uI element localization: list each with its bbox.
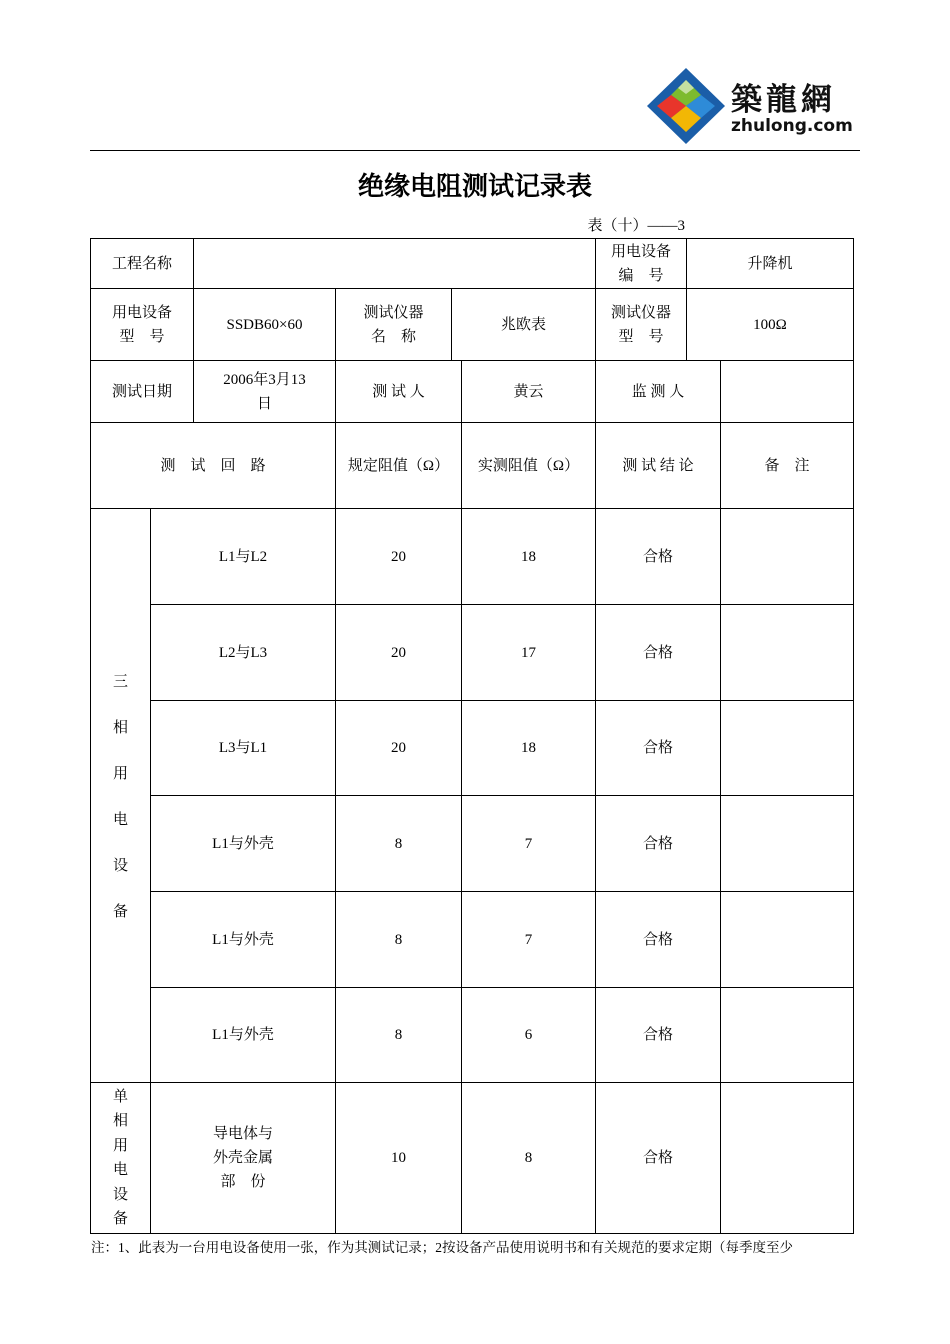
column-header-circuit: 测 试 回 路 [160,457,266,474]
three-phase-label-char: 备 [112,904,128,920]
device-no-label: 用电设备 编 号 [610,243,671,284]
conclusion-cell: 合格 [642,548,673,565]
column-header-measured: 实测阻值（Ω） [477,457,580,474]
column-header-conclusion: 测 试 结 论 [622,457,694,474]
required-cell: 20 [391,548,406,565]
conclusion-cell: 合格 [642,740,673,756]
page-title: 绝缘电阻测试记录表 [357,172,592,202]
conclusion-cell: 合格 [642,644,673,661]
required-cell: 8 [394,931,403,948]
three-phase-group-label [91,509,150,1082]
circuit-cell: L1与外壳 [212,931,274,948]
remark-cell [721,892,853,987]
tester-value: 黄云 [513,383,544,400]
single-phase-label-char: 备 [112,1211,128,1227]
column-header-remark: 备 注 [764,457,810,474]
test-date-value: 2006年3月13 日 [223,371,306,412]
device-no-value: 升降机 [747,255,793,272]
conclusion-cell: 合格 [642,1027,673,1043]
measured-cell: 6 [524,1027,533,1043]
remark-cell [721,796,853,891]
remark-cell [721,988,853,1082]
conclusion-cell: 合格 [642,931,673,948]
single-phase-group-label [91,1083,150,1233]
required-cell: 20 [391,740,406,756]
single-phase-label-char: 单 [112,1088,128,1105]
three-phase-label-char: 设 [112,858,128,874]
instrument-model-label: 测试仪器 型 号 [610,304,671,345]
remark-cell [721,1083,853,1233]
single-phase-label-char: 电 [112,1162,128,1178]
tester-label: 测 试 人 [372,383,425,400]
remark-cell [721,509,853,604]
circuit-cell: L2与L3 [218,644,268,661]
remark-cell [721,701,853,795]
required-cell: 8 [394,835,403,852]
circuit-cell: L3与L1 [218,740,268,756]
measured-cell: 18 [521,548,536,565]
monitor-value [721,361,853,422]
single-phase-label-char: 相 [112,1113,128,1129]
logo-chinese-text: 築龍網 [731,82,836,118]
three-phase-label-char: 用 [112,766,128,782]
required-cell: 20 [391,644,406,661]
required-cell: 10 [391,1150,406,1166]
test-date-label: 测试日期 [111,383,172,400]
footnote: 注：1、此表为一台用电设备使用一张，作为其测试记录；2按设备产品使用说明书和有关规范的要求定期（每季度至少 [91,1240,793,1255]
measured-cell: 7 [524,835,533,852]
circuit-cell: L1与外壳 [212,1027,274,1043]
instrument-name-label: 测试仪器 名 称 [363,304,424,345]
remark-cell [721,605,853,700]
measured-cell: 8 [524,1150,533,1166]
monitor-label: 监 测 人 [631,383,685,400]
column-header-required: 规定阻值（Ω） [347,457,450,474]
instrument-model-value: 100Ω [753,316,787,333]
measured-cell: 17 [521,644,536,661]
three-phase-label-char: 相 [112,720,128,736]
circuit-cell: L1与外壳 [212,835,274,852]
logo-english-text: zhulong.com [731,116,853,136]
project-name-value [194,239,595,288]
conclusion-cell: 合格 [642,835,673,852]
project-name-label: 工程名称 [111,255,172,272]
measured-cell: 7 [524,931,533,948]
required-cell: 8 [394,1027,403,1043]
circuit-cell: L1与L2 [218,548,268,565]
circuit-cell: 导电体与 外壳金属 部 份 [212,1126,273,1190]
single-phase-label-char: 设 [112,1186,128,1203]
conclusion-cell: 合格 [642,1150,673,1166]
device-model-label: 用电设备 型 号 [111,304,172,345]
three-phase-label-char: 三 [112,674,128,690]
single-phase-label-char: 用 [112,1137,128,1154]
form-number: 表（十）——3 [587,218,685,234]
device-model-value: SSDB60×60 [226,316,303,333]
measured-cell: 18 [521,740,536,756]
three-phase-label-char: 电 [112,812,128,828]
instrument-name-value: 兆欧表 [500,316,546,333]
